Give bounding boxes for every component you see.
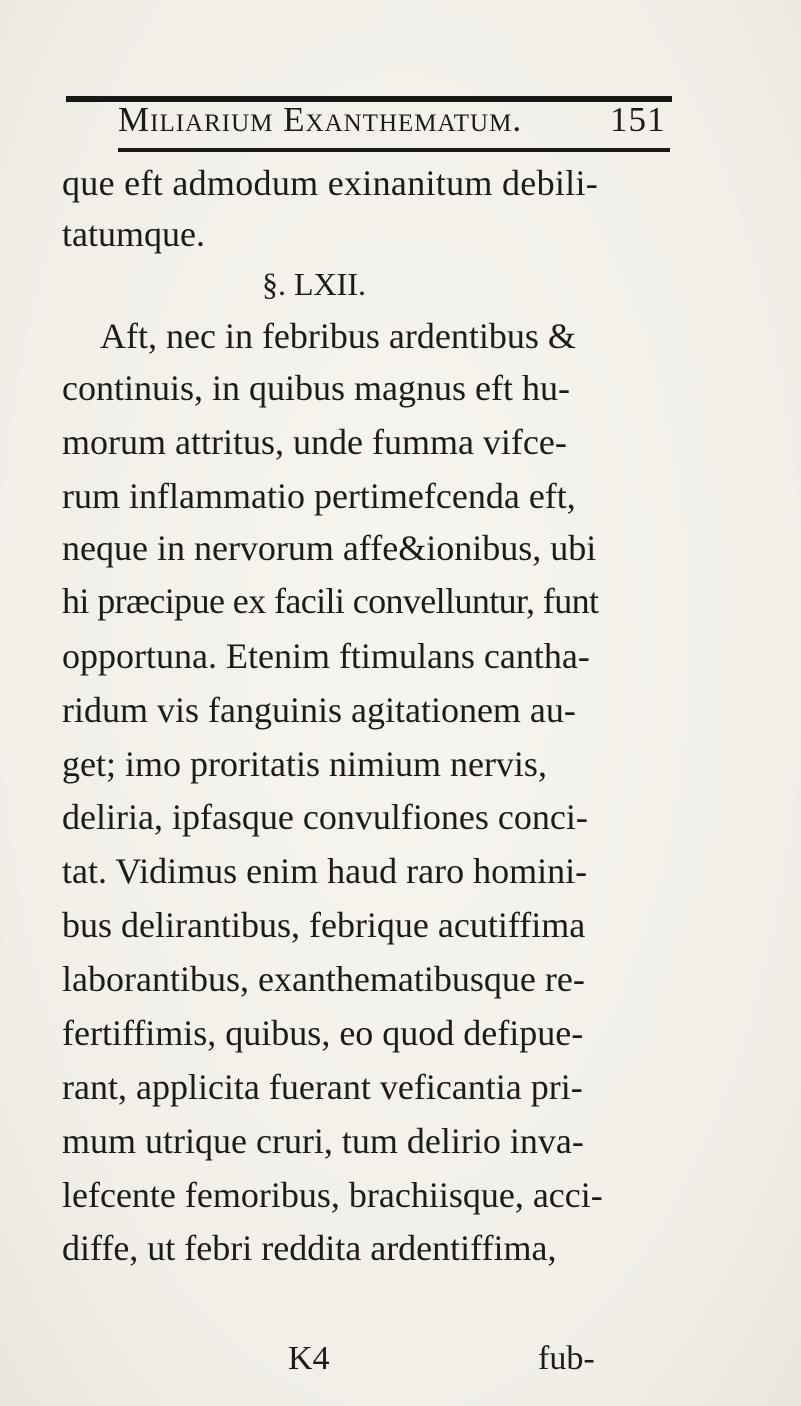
text-line-14: bus delirantibus, febrique acutiffima: [62, 905, 586, 945]
text-line-3: Aft, nec in febribus ardentibus &: [100, 316, 576, 356]
text-line-17: rant, applicita fuerant veficantia pri-: [62, 1067, 583, 1107]
text-line-20: diffe, ut febri reddita ardentiffima,: [62, 1228, 557, 1268]
text-line-19: lefcente femoribus, brachiisque, acci-: [62, 1175, 603, 1215]
text-line-4: continuis, in quibus magnus eft hu-: [62, 368, 570, 408]
text-line-6: rum inflammatio pertimefcenda eft,: [62, 476, 576, 516]
head-rule: [118, 148, 670, 152]
text-line-9: opportuna. Etenim ftimulans cantha-: [62, 636, 590, 676]
text-line-5: morum attritus, unde fumma vifce-: [62, 422, 567, 462]
text-line-2: tatumque.: [62, 214, 205, 254]
text-line-7: neque in nervorum affe&ionibus, ubi: [62, 528, 597, 568]
section-heading: §. LXII.: [262, 266, 366, 302]
text-line-15: laborantibus, exanthematibusque re-: [62, 959, 585, 999]
text-line-13: tat. Vidimus enim haud raro homini-: [62, 851, 588, 891]
running-head-title: Miliarium Exanthematum.: [118, 100, 523, 139]
text-line-12: deliria, ipfasque convulfiones conci-: [62, 797, 588, 837]
text-line-16: fertiffimis, quibus, eo quod defipue-: [62, 1013, 584, 1053]
text-line-11: get; imo proritatis nimium nervis,: [62, 744, 547, 784]
running-head: [118, 100, 678, 140]
text-line-10: ridum vis fanguinis agitationem au-: [62, 690, 576, 730]
text-line-8: hi præcipue ex facili convelluntur, funt: [62, 581, 599, 621]
signature-mark: K4: [288, 1340, 330, 1377]
catchword: fub-: [538, 1340, 595, 1377]
text-line-18: mum utrique cruri, tum delirio inva-: [62, 1121, 584, 1161]
page-number: 151: [610, 100, 666, 139]
text-line-1: que eft admodum exinanitum debili-: [62, 163, 599, 203]
